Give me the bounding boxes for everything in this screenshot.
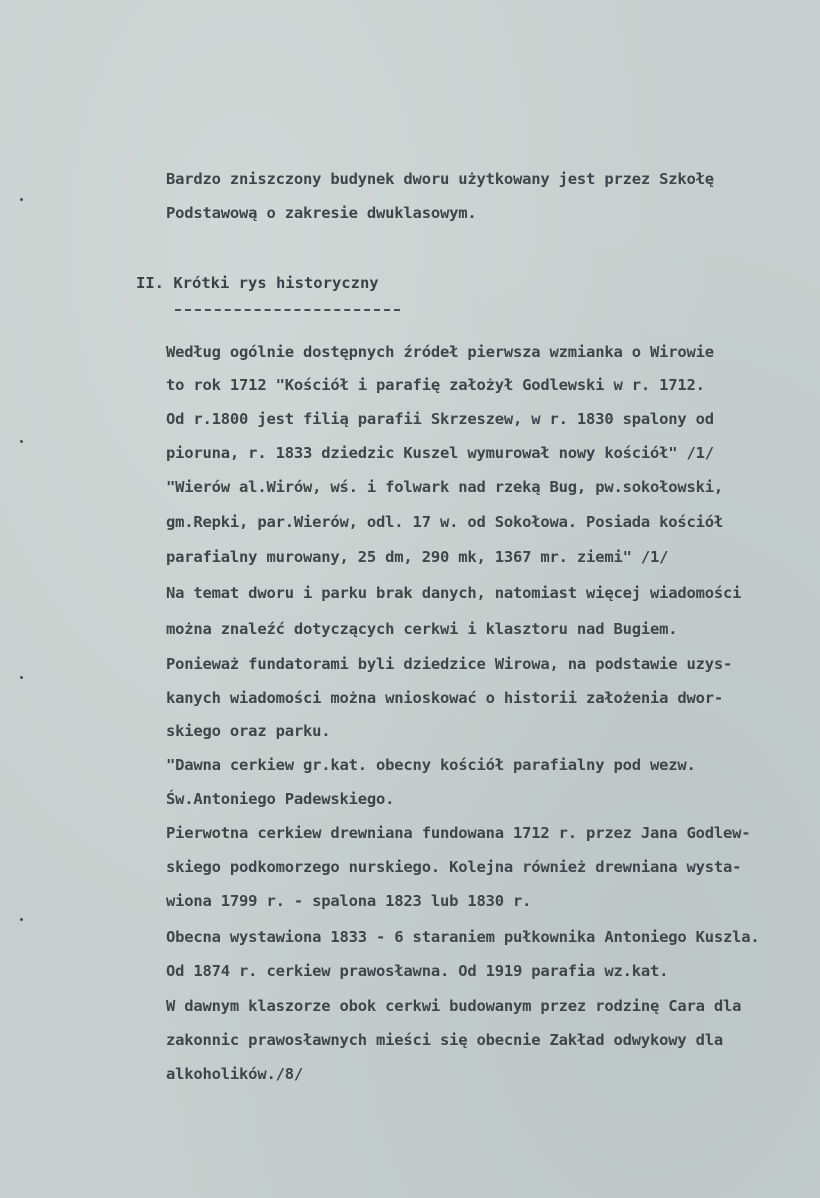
body-line: W dawnym klaszorze obok cerkwi budowanym przez rodzinę Cara dla [166, 997, 742, 1015]
margin-mark [20, 440, 23, 443]
body-line: alkoholików./8/ [166, 1065, 303, 1083]
body-line: "Wierów al.Wirów, wś. i folwark nad rzeką Bug, pw.sokołowski, [166, 478, 724, 496]
body-line: zakonnic prawosławnych mieści się obecnie Zakład odwykowy dla [166, 1031, 724, 1049]
body-line: wiona 1799 r. - spalona 1823 lub 1830 r. [166, 892, 532, 910]
body-line: kanych wiadomości można wnioskować o historii założenia dwor- [166, 689, 724, 707]
margin-mark [20, 198, 23, 201]
body-line: to rok 1712 "Kościół i parafię założył Godlewski w r. 1712. [166, 376, 705, 394]
body-line: parafialny murowany, 25 dm, 290 mk, 1367 mr. ziemi" /1/ [166, 548, 669, 566]
margin-mark [20, 918, 23, 921]
body-line: Według ogólnie dostępnych źródeł pierwsza wzmianka o Wirowie [166, 343, 714, 361]
body-line: gm.Repki, par.Wierów, odl. 17 w. od Sokołowa. Posiada kościół [166, 513, 724, 531]
margin-mark [20, 676, 23, 679]
body-line: Od r.1800 jest filią parafii Skrzeszew, w r. 1830 spalony od [166, 410, 714, 428]
body-line: Ponieważ fundatorami byli dziedzice Wirowa, na podstawie uzys- [166, 655, 733, 673]
body-line: Od 1874 r. cerkiew prawosławna. Od 1919 parafia wz.kat. [166, 962, 669, 980]
body-line: Św.Antoniego Padewskiego. [166, 790, 395, 808]
body-line: pioruna, r. 1833 dziedzic Kuszel wymurował nowy kościół" /1/ [166, 444, 714, 462]
section-heading: II. Krótki rys historyczny [136, 274, 379, 292]
intro-line: Bardzo zniszczony budynek dworu użytkowany jest przez Szkołę [166, 170, 714, 188]
body-line: Pierwotna cerkiew drewniana fundowana 1712 r. przez Jana Godlew- [166, 824, 751, 842]
body-line: "Dawna cerkiew gr.kat. obecny kościół parafialny pod wezw. [166, 756, 696, 774]
body-line: Obecna wystawiona 1833 - 6 staraniem pułkownika Antoniego Kuszla. [166, 928, 760, 946]
body-line: skiego oraz parku. [166, 722, 331, 740]
body-line: można znaleźć dotyczących cerkwi i klasztoru nad Bugiem. [166, 620, 678, 638]
body-line: Na temat dworu i parku brak danych, natomiast więcej wiadomości [166, 584, 742, 602]
body-line: skiego podkomorzego nurskiego. Kolejna również drewniana wysta- [166, 858, 742, 876]
heading-underline [175, 309, 400, 311]
intro-line: Podstawową o zakresie dwuklasowym. [166, 204, 477, 222]
